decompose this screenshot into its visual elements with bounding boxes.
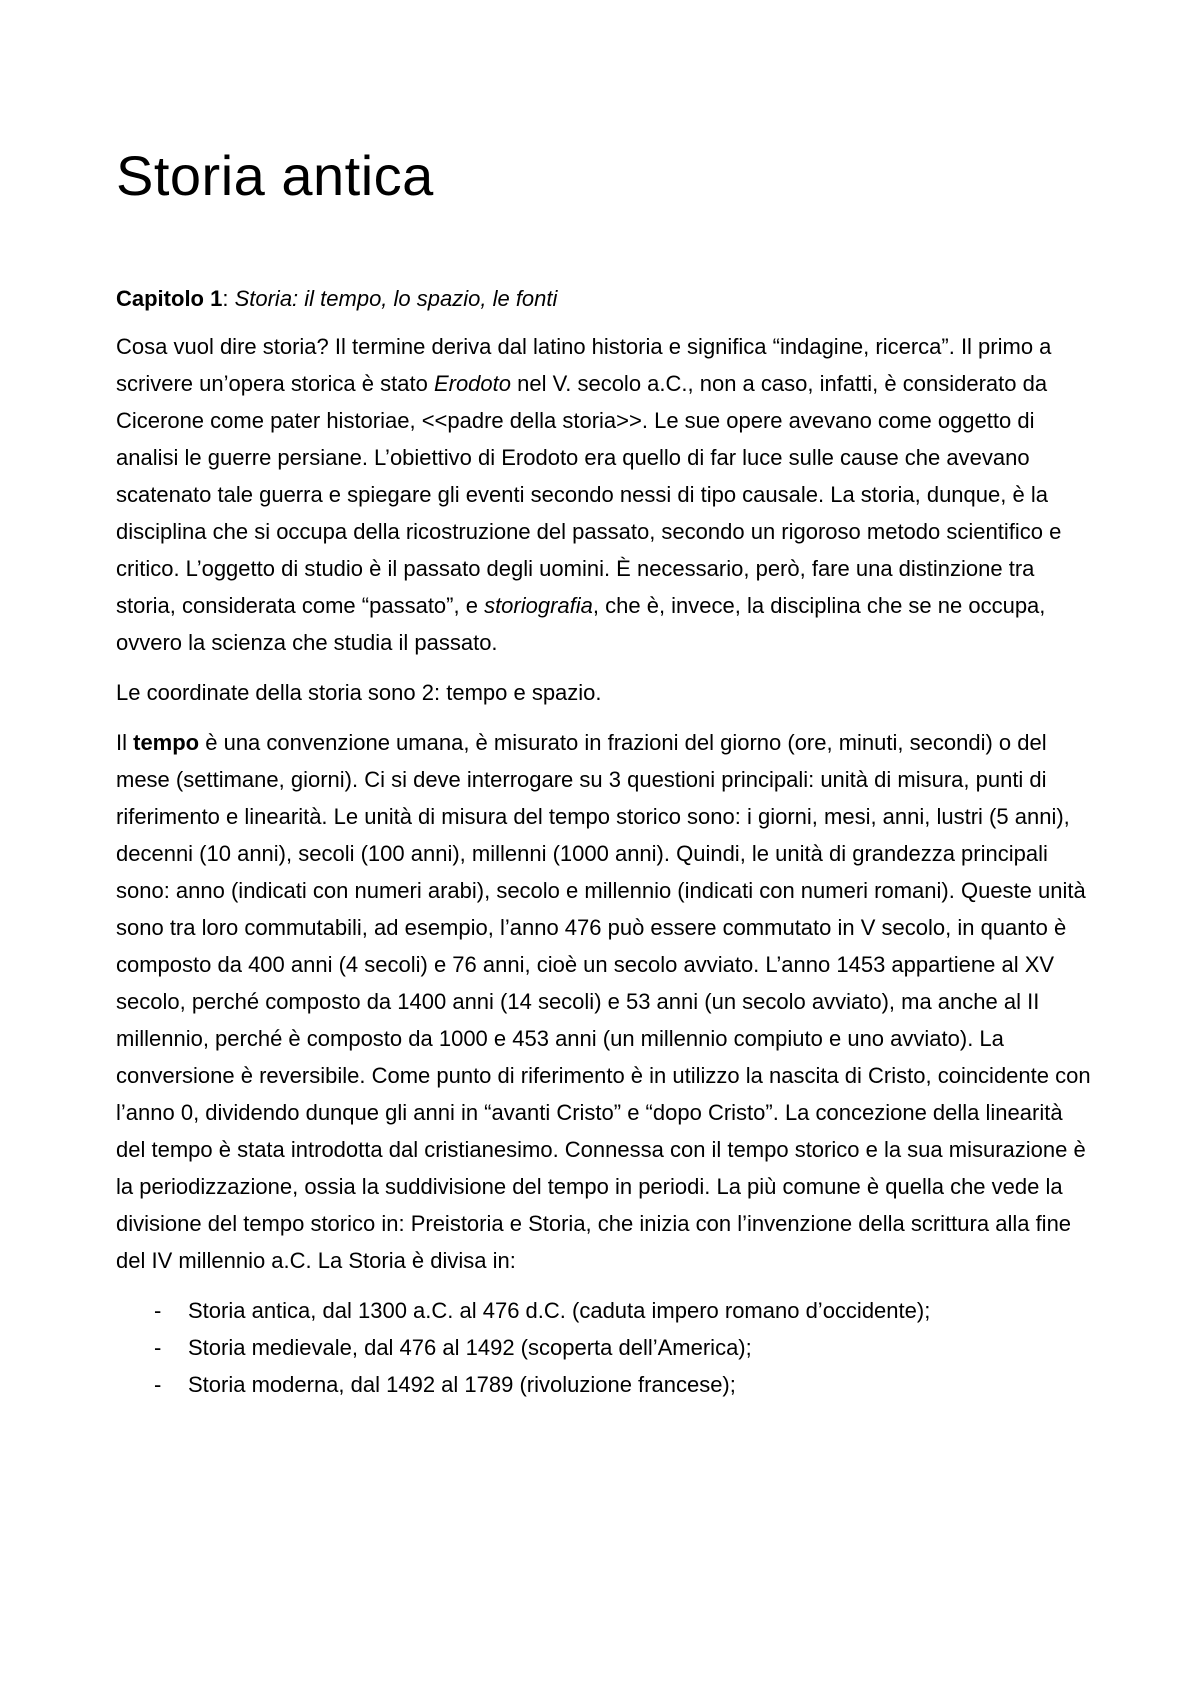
- tempo-bold: tempo: [133, 730, 200, 755]
- list-item-text: Storia antica, dal 1300 a.C. al 476 d.C. (caduta impero romano d’occidente);: [188, 1298, 931, 1323]
- paragraph-storia-part-c: , che è, invece, la disciplina che se ne occupa, ovvero la scienza che studia il passato.: [116, 593, 1046, 655]
- paragraph-tempo-part-b: è una convenzione umana, è misurato in frazioni del giorno (ore, minuti, secondi) o del mese (settimane, giorni). Ci si deve interrogare su 3 questioni principali: unità di misura, punti di riferimento e linearità. Le unità di misura del tempo storico sono: i giorni, mesi, anni, lustri (5 anni), decenni (10 anni), secoli (100 anni), millenni (1000 anni). Quindi, le unità di grandezza principali sono: anno (indicati con numeri arabi), secolo e millennio (indicati con numeri romani). Queste unità sono tra loro commutabili, ad esempio, l’anno 476 può essere commutato in V secolo, in quanto è composto da 400 anni (4 secoli) e 76 anni, cioè un secolo avviato. L’anno 1453 appartiene al XV secolo, perché composto da 1400 anni (14 secoli) e 53 anni (un secolo avviato), ma anche al II millennio, perché è composto da 1000 e 453 anni (un millennio compiuto e uno avviato). La conversione è reversibile. Come punto di riferimento è in utilizzo la nascita di Cristo, coincidente con l’anno 0, dividendo dunque gli anni in “avanti Cristo” e “dopo Cristo”. La concezione della linearità del tempo è stata introdotta dal cristianesimo. Connessa con il tempo storico e la sua misurazione è la periodizzazione, ossia la suddivisione del tempo in periodi. La più comune è quella che vede la divisione del tempo storico in: Preistoria e Storia, che inizia con l’invenzione della scrittura alla fine del IV millennio a.C. La Storia è divisa in:: [116, 730, 1091, 1273]
- periods-list: [116, 1292, 1096, 1403]
- list-item: [116, 1292, 1096, 1329]
- chapter-separator: :: [222, 286, 235, 311]
- chapter-label: Capitolo 1: [116, 286, 223, 311]
- document-title: Storia antica: [116, 144, 434, 207]
- storiografia-italic: storiografia: [484, 593, 593, 618]
- erodoto-italic: Erodoto: [433, 371, 511, 396]
- list-dash: -: [154, 1298, 162, 1323]
- paragraph-storia-part-a: Cosa vuol dire storia? Il termine deriva dal latino historia e significa “indagine, ricerca”. Il primo a scrivere un’opera storica è stato: [116, 334, 1052, 396]
- document-page: [116, 140, 1096, 1403]
- list-item: [116, 1366, 1096, 1403]
- chapter-heading: [116, 282, 1096, 316]
- list-item: [116, 1329, 1096, 1366]
- list-item-text: Storia moderna, dal 1492 al 1789 (rivoluzione francese);: [188, 1372, 736, 1397]
- paragraph-storia-part-b: nel V. secolo a.C., non a caso, infatti, è considerato da Cicerone come pater historiae, <<padre della storia>>. Le sue opere avevano come oggetto di analisi le guerre persiane. L’obiettivo di Erodoto era quello di far luce sulle cause che avevano scatenato tale guerra e spiegare gli eventi secondo nessi di tipo causale. La storia, dunque, è la disciplina che si occupa della ricostruzione del passato, secondo un rigoroso metodo scientifico e critico. L’oggetto di studio è il passato degli uomini. È necessario, però, fare una distinzione tra storia, considerata come “passato”, e: [116, 371, 1062, 618]
- paragraph-storia: [116, 328, 1096, 661]
- list-dash: -: [154, 1335, 162, 1360]
- list-item-text: Storia medievale, dal 476 al 1492 (scoperta dell’America);: [188, 1335, 752, 1360]
- chapter-subtitle: Storia: il tempo, lo spazio, le fonti: [234, 286, 558, 311]
- paragraph-tempo-part-a: Il: [116, 730, 134, 755]
- paragraph-tempo: [116, 724, 1096, 1279]
- paragraph-coordinate: Le coordinate della storia sono 2: tempo e spazio.: [116, 680, 602, 705]
- list-dash: -: [154, 1372, 162, 1397]
